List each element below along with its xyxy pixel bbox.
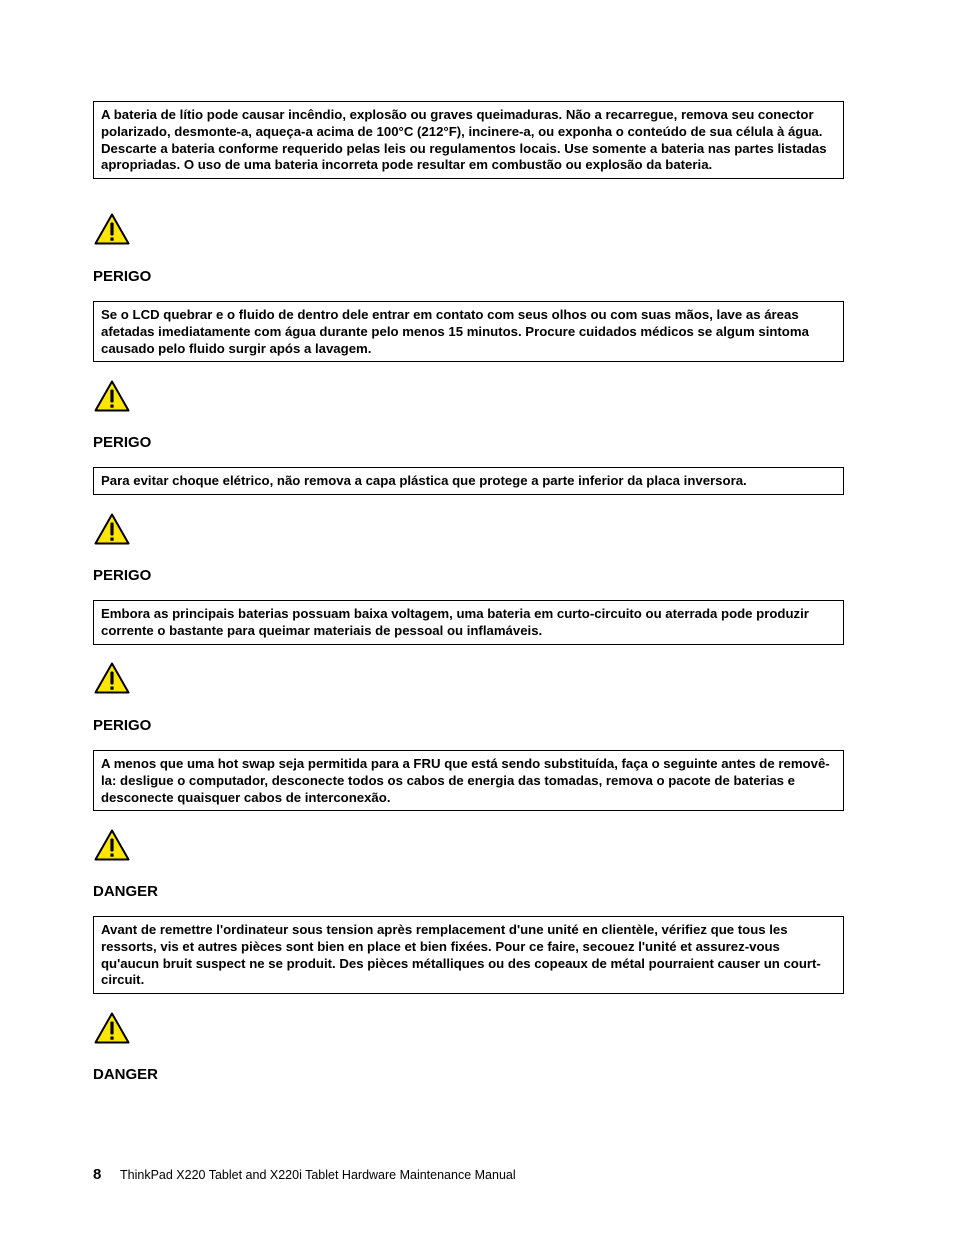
notice-box [93,600,844,645]
warning-triangle-icon [94,662,130,694]
notice-text: Se o LCD quebrar e o fluido de dentro dele entrar em contato com seus olhos ou com suas mãos, lave as áreas afetadas imediatamente com água durante pelo menos 15 minutos. Procure cuidados médicos se algum sintoma causado pelo fluido surgir após a lavagem. [101,307,809,356]
warning-triangle-icon [94,829,130,861]
notice-box [93,101,844,179]
perigo-heading: PERIGO [93,567,152,584]
perigo-heading: PERIGO [93,268,152,285]
notice-text: Avant de remettre l'ordinateur sous tension après remplacement d'une unité en clientèle, vérifiez que tous les ressorts, vis et autres pièces sont bien en place et bien fixées. Pour ce faire, secouez l'unité et assurez-vous qu'aucun bruit suspect ne se produit. Des pièces métalliques ou des copeaux de métal pourraient causer un court-circuit. [101,922,821,988]
manual-title: ThinkPad X220 Tablet and X220i Tablet Hardware Maintenance Manual [120,1168,516,1182]
warning-triangle-icon [94,513,130,545]
page-footer [93,1166,516,1183]
notice-text: Para evitar choque elétrico, não remova a capa plástica que protege a parte inferior da placa inversora. [101,473,747,488]
notice-text: Embora as principais baterias possuam baixa voltagem, uma bateria em curto-circuito ou aterrada pode produzir corrente o bastante para queimar materiais de pessoal ou inflamáveis. [101,606,809,638]
danger-heading: DANGER [93,883,159,900]
notice-box [93,467,844,495]
warning-triangle-icon [94,380,130,412]
notice-box [93,916,844,994]
notice-text: A menos que uma hot swap seja permitida para a FRU que está sendo substituída, faça o seguinte antes de removê-la: desligue o computador, desconecte todos os cabos de energia das tomadas, remova o pacote de baterias e desconecte quaisquer cabos de interconexão. [101,756,830,805]
perigo-heading: PERIGO [93,717,152,734]
notice-box [93,750,844,811]
warning-triangle-icon [94,213,130,245]
notice-box [93,301,844,362]
perigo-heading: PERIGO [93,434,152,451]
page-number: 8 [93,1166,102,1183]
notice-text: A bateria de lítio pode causar incêndio, explosão ou graves queimaduras. Não a recarregue, remova seu conector polarizado, desmonte-a, aqueça-a acima de 100°C (212°F), incinere-a, ou exponha o conteúdo de sua célula à água. Descarte a bateria conforme requerido pelas leis ou regulamentos locais. Use somente a bateria nas partes listadas apropriadas. O uso de uma bateria incorreta pode resultar em combustão ou explosão da bateria. [101,107,827,173]
danger-heading: DANGER [93,1066,159,1083]
warning-triangle-icon [94,1012,130,1044]
